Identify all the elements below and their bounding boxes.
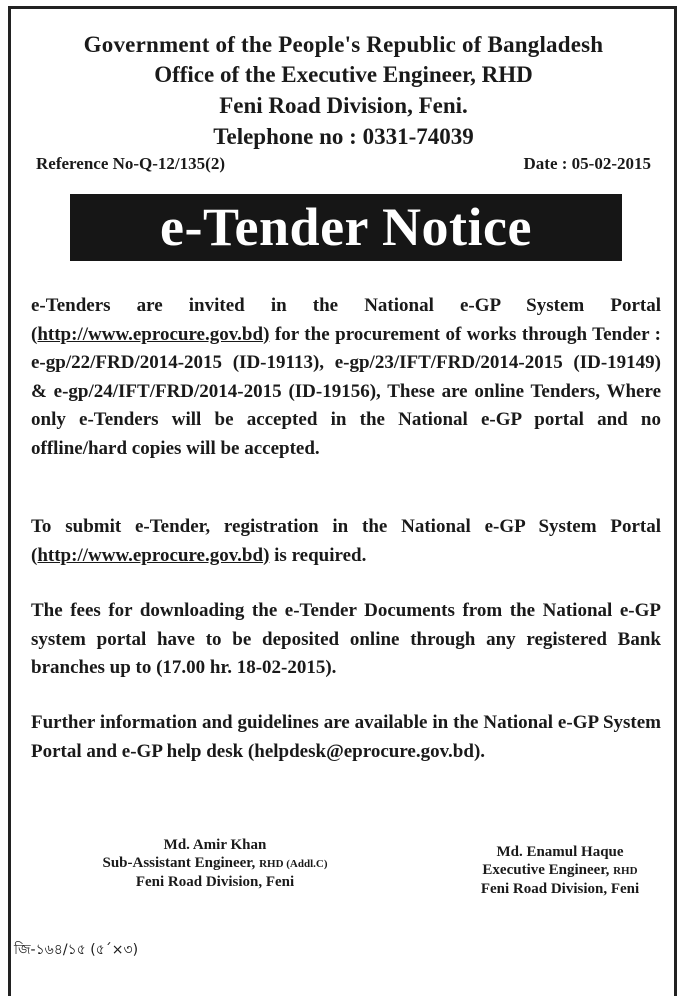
signatory-sub-assistant xyxy=(85,836,345,891)
header-government: Government of the People's Republic of Bangladesh xyxy=(83,32,604,57)
notice-title: e-Tender Notice xyxy=(70,194,622,261)
signatory-title xyxy=(85,854,345,873)
signatory-name: Md. Enamul Haque xyxy=(496,844,624,860)
paragraph-registration-text-end: is required. xyxy=(269,544,367,566)
eprocure-link[interactable]: (http://www.eprocure.gov.bd) xyxy=(31,323,270,345)
header-telephone: Telephone no : 0331-74039 xyxy=(213,124,474,149)
header-division: Feni Road Division, Feni. xyxy=(219,93,468,118)
paragraph-fees: The fees for downloading the e-Tender Documents from the National e-GP system portal have to be deposited online through any registered Bank branches up to (17.00 hr. 18-02-2015). xyxy=(31,600,661,678)
paragraph-invitation xyxy=(31,292,661,463)
signatory-title xyxy=(470,861,650,880)
paragraph-invitation-text-end: for the procurement of works through Tender : e-gp/22/FRD/2014-2015 (ID-19113), e-gp/23/IFT/FRD/2014-2015 (ID-19149) & e-gp/24/IFT/FRD/2014-2015 (ID-19156), These are online Tenders, Where only e-Tenders will be accepted in the National e-GP portal and no offline/hard copies will be accepted. xyxy=(31,323,661,459)
paragraph-further-info: Further information and guidelines are available in the National e-GP System Portal and e-GP help desk (helpdesk@eprocure.gov.bd). xyxy=(31,712,661,762)
signatory-title-suffix: RHD xyxy=(613,865,638,877)
signatory-executive xyxy=(470,843,650,898)
signatory-name: Md. Amir Khan xyxy=(163,837,267,853)
eprocure-link-registration[interactable]: (http://www.eprocure.gov.bd) xyxy=(31,544,270,566)
signatory-office: Feni Road Division, Feni xyxy=(135,874,295,890)
reference-number: Reference No-Q-12/135(2) xyxy=(36,154,225,173)
header-office: Office of the Executive Engineer, RHD xyxy=(154,62,533,87)
paragraph-invitation-text-start: e-Tenders are invited in the National e-GP System Portal xyxy=(31,295,661,316)
paragraph-registration-text-start: To submit e-Tender, registration in the National e-GP System Portal xyxy=(31,516,661,537)
signatory-title-main: Executive Engineer, xyxy=(482,862,614,878)
paragraph-registration xyxy=(31,513,661,570)
signatory-office: Feni Road Division, Feni xyxy=(480,881,640,897)
signatory-title-main: Sub-Assistant Engineer, xyxy=(102,855,260,871)
footer-code: জি-১৬৪/১৫ (৫´×৩) xyxy=(14,942,139,958)
notice-date: Date : 05-02-2015 xyxy=(523,154,651,173)
signatory-title-suffix: RHD (Addl.C) xyxy=(259,858,328,870)
